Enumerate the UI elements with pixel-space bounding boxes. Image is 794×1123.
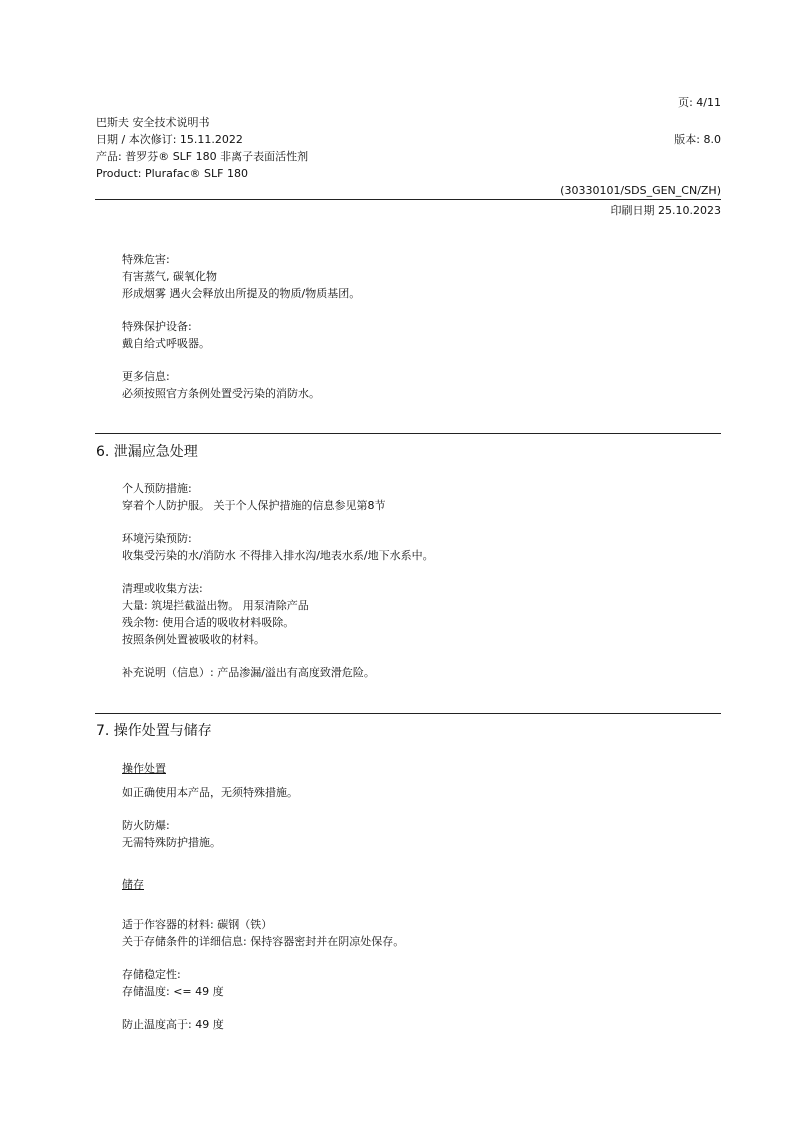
- fire-protection-label: 防火防爆:: [122, 819, 170, 832]
- cleanup-line: 大量: 筑堤拦截溢出物。 用泵清除产品: [122, 599, 309, 612]
- cleanup-line: 按照条例处置被吸收的材料。: [122, 633, 265, 646]
- revision-date: 日期 / 本次修订: 15.11.2022: [96, 133, 243, 146]
- environmental-line: 收集受污染的水/消防水 不得排入排水沟/地表水系/地下水系中。: [122, 549, 434, 562]
- section-6-rule: [95, 433, 721, 434]
- storage-heading: 储存: [122, 878, 144, 891]
- header-rule: [95, 199, 721, 200]
- more-info-line: 必须按照官方条例处置受污染的消防水。: [122, 387, 320, 400]
- version: 版本: 8.0: [674, 133, 721, 146]
- section-7-rule: [95, 713, 721, 714]
- section-7-title: 7. 操作处置与储存: [96, 723, 212, 739]
- section-6-title: 6. 泄漏应急处理: [96, 444, 198, 460]
- environmental-label: 环境污染预防:: [122, 532, 192, 545]
- product-name-cn: 产品: 普罗芬® SLF 180 非离子表面活性剂: [96, 150, 309, 163]
- special-equipment-label: 特殊保护设备:: [122, 320, 192, 333]
- cleanup-label: 清理或收集方法:: [122, 582, 203, 595]
- fire-protection-line: 无需特殊防护措施。: [122, 836, 221, 849]
- storage-line: 关于存储条件的详细信息: 保持容器密封并在阴凉处保存。: [122, 935, 405, 948]
- cleanup-line: 残余物: 使用合适的吸收材料吸除。: [122, 616, 295, 629]
- storage-line: 适于作容器的材料: 碳钢（铁）: [122, 918, 273, 931]
- more-info-label: 更多信息:: [122, 370, 170, 383]
- print-date: 印刷日期 25.10.2023: [610, 204, 721, 217]
- storage-temperature: 存储温度: <= 49 度: [122, 985, 224, 998]
- document-code: (30330101/SDS_GEN_CN/ZH): [560, 184, 721, 197]
- handling-line: 如正确使用本产品，无须特殊措施。: [122, 786, 298, 799]
- supplement-note: 补充说明（信息）: 产品渗漏/溢出有高度致滑危险。: [122, 666, 375, 679]
- special-hazards-label: 特殊危害:: [122, 253, 170, 266]
- special-equipment-line: 戴自给式呼吸器。: [122, 337, 210, 350]
- product-name-en: Product: Plurafac® SLF 180: [96, 167, 248, 180]
- personal-precautions-line: 穿着个人防护服。 关于个人保护措施的信息参见第8节: [122, 499, 386, 512]
- special-hazards-line: 有害蒸气, 碳氧化物: [122, 270, 217, 283]
- document-title: 巴斯夫 安全技术说明书: [96, 116, 210, 129]
- handling-heading: 操作处置: [122, 762, 166, 775]
- prevent-temperature: 防止温度高于: 49 度: [122, 1018, 224, 1031]
- page-number: 页: 4/11: [678, 96, 721, 109]
- personal-precautions-label: 个人预防措施:: [122, 482, 192, 495]
- special-hazards-line: 形成烟雾 遇火会释放出所提及的物质/物质基团。: [122, 287, 361, 300]
- stability-label: 存储稳定性:: [122, 968, 181, 981]
